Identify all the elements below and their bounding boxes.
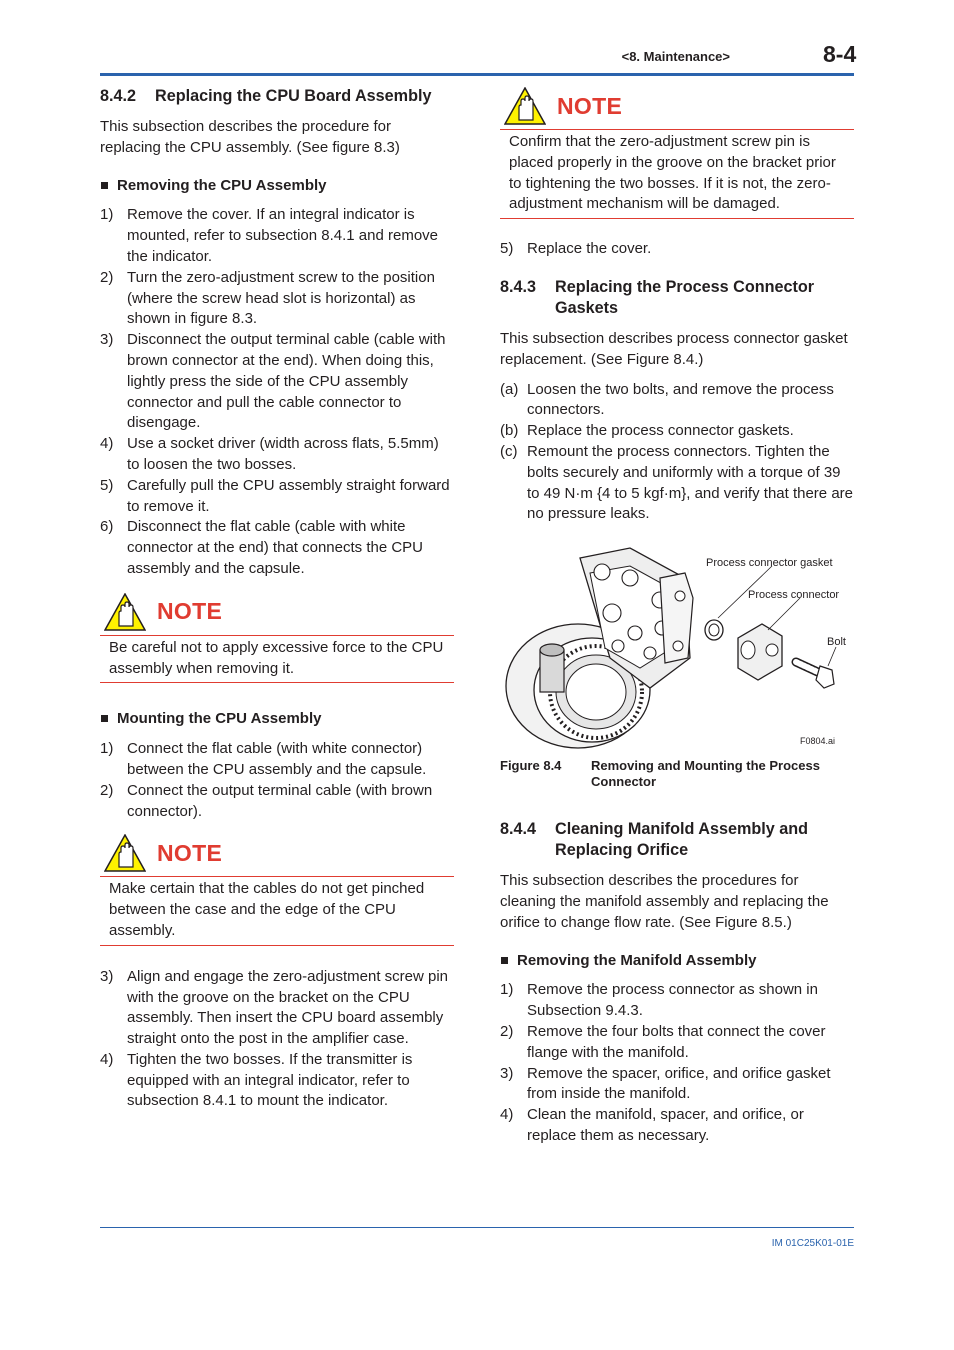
section-intro: This subsection describes the procedure for replacing the CPU assembly. (See figure 8.3) <box>100 118 400 156</box>
figure-file-name: F0804.ai <box>800 736 836 747</box>
list-item: 5) Carefully pull the CPU assembly straight forward to remove it. <box>100 476 450 515</box>
mounting-steps-list <box>100 739 454 822</box>
header-rule <box>100 73 854 76</box>
figure-caption <box>500 758 854 790</box>
step-5-list <box>500 239 854 260</box>
section-intro: This subsection describes process connector gasket replacement. (See Figure 8.4.) <box>500 329 848 368</box>
transmitter-illustration <box>500 538 854 756</box>
subheading-removing-manifold: Removing the Manifold Assembly <box>500 951 854 972</box>
label-process-connector-gasket: Process connector gasket <box>706 557 833 570</box>
section-title: Cleaning Manifold Assembly and Replacing Orifice <box>555 820 809 860</box>
page-number: 8-4 <box>823 41 857 67</box>
bullet-square-icon <box>101 182 108 189</box>
list-item: 1) Remove the process connector as shown in Subsection 9.4.3. <box>500 981 818 1020</box>
bullet-square-icon <box>501 957 508 964</box>
caution-hand-icon <box>504 87 546 125</box>
list-item: 2) Turn the zero-adjustment screw to the position (where the screw head slot is horizontal) as shown in figure 8.3. <box>100 268 435 328</box>
running-header-chapter: <8. Maintenance> <box>621 49 730 64</box>
subheading-mounting-cpu: Mounting the CPU Assembly <box>100 709 454 730</box>
label-bolt: Bolt <box>827 636 846 649</box>
note-box <box>100 592 454 684</box>
note-title: NOTE <box>557 92 623 119</box>
removing-steps-list <box>100 205 454 579</box>
list-item: 4) Tighten the two bosses. If the transmitter is equipped with an integral indicator, refer to subsection 8.4.1 to mount the indicator. <box>100 1050 413 1110</box>
note-box <box>100 833 454 945</box>
list-item: 3) Disconnect the output terminal cable (cable with brown connector at the end). When doing this, lightly press the side of the CPU assembly connector and pull the cable connector to disengage. <box>100 331 446 432</box>
label-process-connector: Process connector <box>748 589 840 602</box>
section-intro: This subsection describes the procedures for cleaning the manifold assembly and replacing the orifice to change flow rate. (See Figure 8.5.) <box>500 872 829 931</box>
list-item: (b) Replace the process connector gaskets. <box>500 422 794 440</box>
section-heading-8-4-3 <box>500 277 854 319</box>
list-item: 5) Replace the cover. <box>500 240 652 258</box>
section-title: Replacing the CPU Board Assembly <box>155 87 432 105</box>
right-column <box>500 86 854 1147</box>
section-title: Replacing the Process Connector Gaskets <box>555 277 815 317</box>
note-box <box>500 86 854 219</box>
figure-caption-text: Removing and Mounting the Process Connector <box>591 758 820 790</box>
bullet-square-icon <box>101 715 108 722</box>
list-item: (a) Loosen the two bolts, and remove the process connectors. <box>500 380 834 419</box>
list-item: 6) Disconnect the flat cable (cable with white connector at the end) that connects the CPU assembly and the capsule. <box>100 518 424 577</box>
list-item: (c) Remount the process connectors. Tighten the bolts securely and uniformly with a torque of 39 to 49 N·m {4 to 5 kgf·m}, and verify that there are no pressure leaks. <box>500 442 853 523</box>
list-item: 1) Connect the flat cable (with white connector) between the CPU assembly and the capsule. <box>100 740 427 778</box>
note-title: NOTE <box>157 839 223 866</box>
section-heading-8-4-2 <box>100 86 454 107</box>
gasket-steps-list <box>500 380 854 526</box>
note-title: NOTE <box>157 598 223 625</box>
caution-hand-icon <box>104 834 146 872</box>
manifold-steps-list <box>500 980 854 1146</box>
mounting-steps-list-continued <box>100 967 454 1113</box>
caution-hand-icon <box>104 593 146 631</box>
list-item: 3) Remove the spacer, orifice, and orifice gasket from inside the manifold. <box>500 1064 831 1103</box>
figure-number: Figure 8.4 <box>500 758 562 774</box>
section-number: 8.4.4 <box>500 820 537 839</box>
section-number: 8.4.3 <box>500 277 537 296</box>
subheading-removing-cpu: Removing the CPU Assembly <box>100 176 454 197</box>
note-body: Confirm that the zero-adjustment screw pin is placed properly in the groove on the bracket prior to tightening the two bosses. If it is not, the zero-adjustment mechanism will be damaged. <box>500 129 854 219</box>
footer-rule <box>100 1227 854 1228</box>
list-item: 3) Align and engage the zero-adjustment screw pin with the groove on the bracket on the CPU assembly. Then insert the CPU board assembly straight onto the post in the amplifier case. <box>100 967 449 1048</box>
list-item: 2) Remove the four bolts that connect the cover flange with the manifold. <box>500 1022 826 1061</box>
document-id: IM 01C25K01-01E <box>771 1238 854 1249</box>
list-item: 4) Use a socket driver (width across flats, 5.5mm) to loosen the two bosses. <box>100 435 439 473</box>
section-heading-8-4-4 <box>500 819 854 861</box>
section-number: 8.4.2 <box>100 87 137 105</box>
left-column <box>100 86 454 1112</box>
list-item: 4) Clean the manifold, spacer, and orifice, or replace them as necessary. <box>500 1106 804 1144</box>
figure-8-4 <box>500 538 854 756</box>
note-body: Make certain that the cables do not get pinched between the case and the edge of the CPU assembly. <box>100 876 454 945</box>
note-body: Be careful not to apply excessive force to the CPU assembly when removing it. <box>100 635 454 684</box>
list-item: 1) Remove the cover. If an integral indicator is mounted, refer to subsection 8.4.1 and remove the indicator. <box>100 206 439 265</box>
list-item: 2) Connect the output terminal cable (with brown connector). <box>100 781 433 820</box>
